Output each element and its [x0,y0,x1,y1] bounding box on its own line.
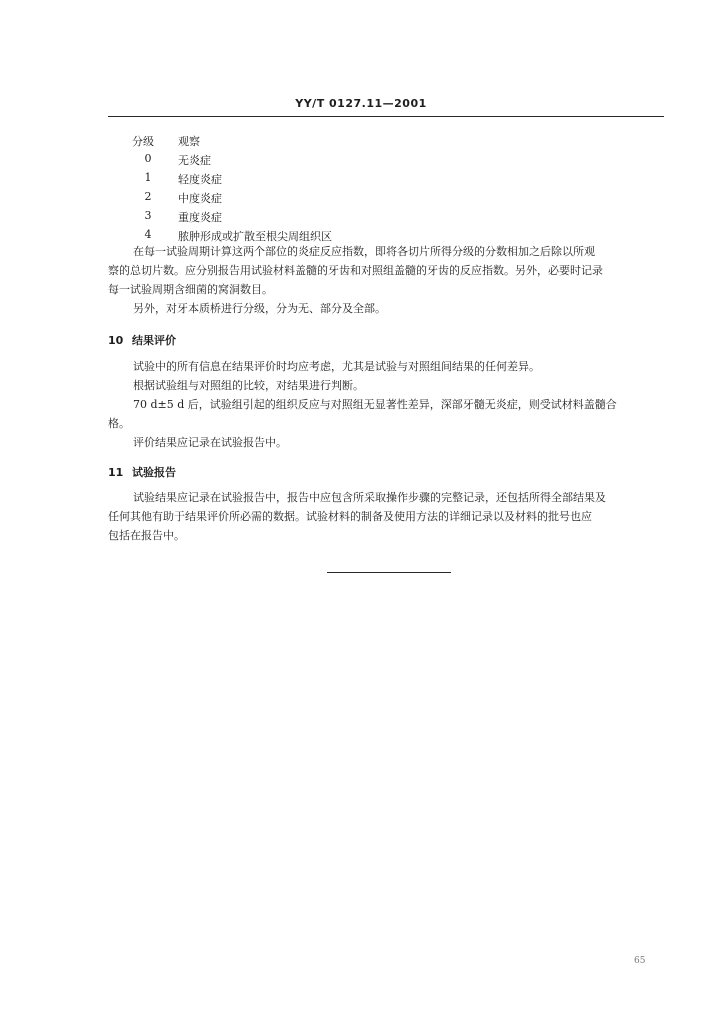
section-number: 10 [108,334,124,347]
grade-observation: 重度炎症 [178,211,222,224]
paragraph-line: 评价结果应记录在试验报告中。 [133,436,287,449]
paragraph-line: 70 d±5 d 后，试验组引起的组织反应与对照组无显著性差异，深部牙髓无炎症，则受试材料盖髓合 [133,398,617,411]
page-number: 65 [634,956,646,966]
paragraph-line: 格。 [108,417,130,430]
dentin-bridge-paragraph: 另外，对牙本质桥进行分级，分为无、部分及全部。 [133,302,386,315]
section-11-heading [108,464,176,480]
paragraph-line: 试验中的所有信息在结果评价时均应考虑，尤其是试验与对照组间结果的任何差异。 [133,360,540,373]
section-10-body [108,357,664,452]
paragraph-line: 试验结果应记录在试验报告中，报告中应包含所采取操作步骤的完整记录，还包括所得全部结果及 [133,491,606,504]
paragraph-line: 在每一试验周期计算这两个部位的炎症反应指数，即将各切片所得分级的分数相加之后除以所观 [133,245,595,258]
grade-observation: 无炎症 [178,154,211,167]
header-rule [108,116,664,117]
paragraph-line: 根据试验组与对照组的比较，对结果进行判断。 [133,379,364,392]
grade-observation: 脓肿形成或扩散至根尖周组织区 [178,230,332,243]
paragraph-line: 任何其他有助于结果评价所必需的数据。试验材料的制备及使用方法的详细记录以及材料的批号也应 [108,510,592,523]
observation-column-header: 观察 [178,135,200,148]
grade-value: 3 [144,209,152,222]
section-title: 结果评价 [132,334,176,347]
grade-observation: 中度炎症 [178,192,222,205]
paragraph-line: 包括在报告中。 [108,529,185,542]
grade-value: 2 [144,190,152,203]
grade-value: 1 [144,171,152,184]
section-10-heading [108,332,176,348]
section-title: 试验报告 [132,466,176,479]
grade-observation: 轻度炎症 [178,173,222,186]
paragraph-line: 察的总切片数。应分别报告用试验材料盖髓的牙齿和对照组盖髓的牙齿的反应指数。另外，必要时记录 [108,264,603,277]
grade-value: 0 [144,152,152,165]
document-header-title: YY/T 0127.11—2001 [295,97,427,110]
grade-value: 4 [144,228,152,241]
paragraph-line: 每一试验周期含细菌的窝洞数目。 [108,283,273,296]
grade-column-header: 分级 [132,135,154,148]
inflammation-index-paragraph [108,242,664,318]
section-number: 11 [108,466,124,479]
section-11-body [108,488,664,545]
end-of-document-rule [327,572,451,573]
